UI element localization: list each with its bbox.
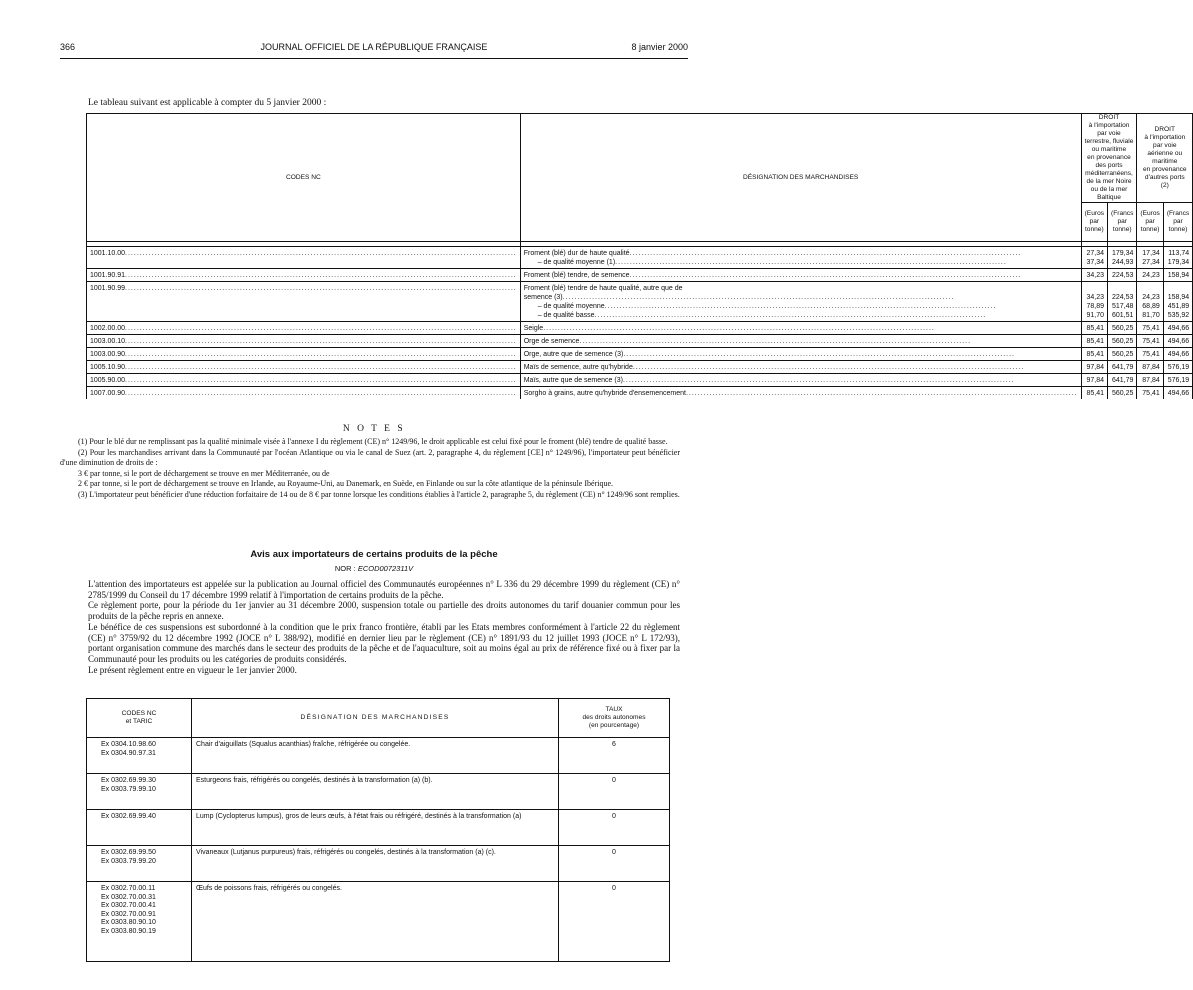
nc-code: 1001.90.99 ..... bbox=[90, 284, 517, 293]
duty-value: 560,25 bbox=[1111, 338, 1134, 345]
col-unit-euros-1: (Euros par tonne) bbox=[1081, 203, 1107, 242]
duty-value: 576,19 bbox=[1167, 364, 1190, 371]
table-row bbox=[87, 774, 670, 810]
duty-value: 244,93 bbox=[1111, 259, 1134, 266]
publication-date: 8 janvier 2000 bbox=[631, 42, 688, 52]
note-1: (1) Pour le blé dur ne remplissant pas la qualité minimale visée à l'annexe I du règlement (CE) n° 1249/96, le droit applicable est celui fixé pour le froment (blé) tendre de qualité basse. bbox=[78, 437, 668, 446]
fishery-products-table bbox=[86, 698, 670, 962]
col-unit-francs-2: (Francs par tonne) bbox=[1163, 203, 1192, 242]
col-designation-fish: DÉSIGNATION DES MARCHANDISES bbox=[192, 699, 559, 738]
nc-code: 1001.10.00 ..... bbox=[90, 249, 517, 258]
duty-value: 576,19 bbox=[1167, 377, 1190, 384]
col-codes-taric: CODES NC et TARIC bbox=[87, 699, 192, 738]
duty-value: 179,34 bbox=[1167, 259, 1190, 266]
duty-value: 641,79 bbox=[1111, 364, 1134, 371]
taux-value: 0 bbox=[559, 846, 670, 882]
duty-value: 560,25 bbox=[1111, 351, 1134, 358]
duty-value: 68,89 bbox=[1142, 303, 1160, 310]
duty-value: 494,66 bbox=[1167, 390, 1190, 397]
duty-value: 27,34 bbox=[1086, 250, 1105, 257]
taux-value: 0 bbox=[559, 774, 670, 810]
duty-value: 85,41 bbox=[1086, 325, 1105, 332]
note-3: (3) L'importateur peut bénéficier d'une réduction forfaitaire de 14 ou de 8 € par tonne lorsque les conditions établies à l'article 2, paragraphe 5, du règlement (CE) n° 1249/96 sont remplies. bbox=[78, 489, 680, 499]
duty-value: 75,41 bbox=[1142, 351, 1160, 358]
avis-paragraph-4: Le présent règlement entre en vigueur le 1er janvier 2000. bbox=[88, 664, 297, 675]
duty-value: 451,89 bbox=[1167, 303, 1190, 310]
nc-code: 1005.90.00 ..... bbox=[90, 376, 517, 385]
duty-value: 179,34 bbox=[1111, 250, 1134, 257]
cereal-duty-table bbox=[86, 113, 1193, 399]
duty-value: 517,48 bbox=[1111, 303, 1134, 310]
designation-text: Froment (blé) tendre, de semence ..... bbox=[524, 271, 1078, 280]
taric-codes: Ex 0302.69.99.50 Ex 0303.79.99.20 bbox=[87, 846, 192, 882]
notes-section bbox=[60, 437, 680, 500]
duty-value: 34,23 bbox=[1086, 294, 1105, 301]
page-number: 366 bbox=[60, 42, 76, 52]
duty-value: 601,51 bbox=[1111, 312, 1134, 319]
designation-text: – de qualité basse ..... bbox=[524, 311, 1078, 320]
duty-value: 113,74 bbox=[1168, 250, 1190, 257]
avis-paragraph-1: L'attention des importateurs est appelée sur la publication au Journal officiel des Communautés européennes n° L 336 du 29 décembre 1999 du règlement (CE) n° 2785/1999 du Conseil du 17 décembre 1999 relatif à l'importation de certains produits de la pêche. bbox=[88, 579, 680, 600]
col-taux: TAUX des droits autonomes (en pourcentage) bbox=[559, 699, 670, 738]
note-2a: 3 € par tonne, si le port de déchargement se trouve en mer Méditerranée, ou de bbox=[78, 468, 330, 478]
duty-value: 87,84 bbox=[1142, 377, 1160, 384]
nor-code: ECOD0072311V bbox=[357, 564, 414, 573]
page-header bbox=[0, 42, 748, 56]
designation-text: semence (3) ..... bbox=[524, 293, 1078, 302]
duty-value: 85,41 bbox=[1086, 338, 1105, 345]
table-row bbox=[87, 387, 1193, 400]
journal-title: JOURNAL OFFICIEL DE LA RÉPUBLIQUE FRANÇAISE bbox=[260, 42, 488, 52]
duty-value: 75,41 bbox=[1142, 338, 1160, 345]
duty-value: 494,66 bbox=[1167, 351, 1190, 358]
col-group-other-ports: DROIT à l'importation par voie aérienne ou maritime en provenance d'autres ports (2) bbox=[1137, 114, 1193, 203]
taric-codes: Ex 0302.70.00.11 Ex 0302.70.00.31 Ex 0302.70.00.41 Ex 0302.70.00.91 Ex 0303.80.90.10 Ex 0303.80.90.19 bbox=[87, 882, 192, 962]
avis-paragraph-3: Le bénéfice de ces suspensions est subordonné à la condition que le prix franco frontière, établi par les Etats membres conformément à l'article 22 du règlement (CE) n° 3759/92 du 12 décembre 1992 (JOCE n° L 388/92), modifié en dernier lieu par le règlement (CE) n° 1891/93 du 12 juillet 1993 (JOCE n° L 172/93), portant organisation commune des marchés dans le secteur des produits de la pêche et de l'aquaculture, soit au moins égal au prix de référence fixé ou à fixer par la Communauté pour les produits ou les catégories de produits considérés. bbox=[88, 621, 680, 664]
duty-value: 75,41 bbox=[1142, 325, 1160, 332]
taric-codes: Ex 0304.10.98.60 Ex 0304.90.97.31 bbox=[87, 738, 192, 774]
col-unit-euros-2: (Euros par tonne) bbox=[1137, 203, 1163, 242]
duty-value: 97,84 bbox=[1086, 364, 1105, 371]
table-row bbox=[87, 738, 670, 774]
table-row bbox=[87, 269, 1193, 282]
cereal-duty-rows bbox=[87, 242, 1193, 400]
duty-value: 158,94 bbox=[1167, 294, 1190, 301]
fish-designation: Lump (Cyclopterus lumpus), gros de leurs œufs, à l'état frais ou réfrigéré, destinés à la transformation (a) bbox=[192, 810, 559, 846]
duty-value: 87,84 bbox=[1142, 364, 1160, 371]
duty-value: 560,25 bbox=[1111, 390, 1134, 397]
duty-value: 97,84 bbox=[1086, 377, 1105, 384]
duty-value: 78,89 bbox=[1086, 303, 1105, 310]
fish-designation: Esturgeons frais, réfrigérés ou congelés, destinés à la transformation (a) (b). bbox=[192, 774, 559, 810]
duty-value: 24,23 bbox=[1142, 294, 1160, 301]
taux-value: 0 bbox=[559, 810, 670, 846]
table-row bbox=[87, 348, 1193, 361]
fish-designation: Chair d'aiguillats (Squalus acanthias) fraîche, réfrigérée ou congelée. bbox=[192, 738, 559, 774]
col-codes-nc: CODES NC bbox=[87, 114, 521, 242]
duty-value: 34,23 bbox=[1086, 272, 1105, 279]
duty-value: 85,41 bbox=[1086, 390, 1105, 397]
duty-value: 24,23 bbox=[1142, 272, 1160, 279]
table-row bbox=[87, 882, 670, 962]
fish-designation: Vivaneaux (Lutjanus purpureus) frais, réfrigérés ou congelés, destinés à la transformation (a) (c). bbox=[192, 846, 559, 882]
table-row bbox=[87, 322, 1193, 335]
duty-value: 158,94 bbox=[1167, 272, 1190, 279]
nc-code: 1003.00.10 ..... bbox=[90, 337, 517, 346]
designation-text: Sorgho à grains, autre qu'hybride d'ensemencement ..... bbox=[524, 389, 1078, 398]
duty-value: 91,70 bbox=[1086, 312, 1105, 319]
designation-text: – de qualité moyenne (1) ..... bbox=[524, 258, 1078, 267]
nc-code: 1001.90.91 ..... bbox=[90, 271, 517, 280]
notes-title: N O T E S bbox=[342, 424, 406, 434]
duty-value: 494,66 bbox=[1167, 338, 1190, 345]
table-row bbox=[87, 374, 1193, 387]
avis-title: Avis aux importateurs de certains produits de la pêche bbox=[250, 549, 498, 560]
duty-value: 560,25 bbox=[1111, 325, 1134, 332]
designation-text: Orge de semence ..... bbox=[524, 337, 1078, 346]
table-intro: Le tableau suivant est applicable à compter du 5 janvier 2000 : bbox=[88, 98, 327, 108]
nc-code: 1003.00.90 ..... bbox=[90, 350, 517, 359]
duty-value: 85,41 bbox=[1086, 351, 1105, 358]
designation-text: Maïs de semence, autre qu'hybride ..... bbox=[524, 363, 1078, 372]
col-unit-francs-1: (Francs par tonne) bbox=[1108, 203, 1137, 242]
avis-paragraph-2: Ce règlement porte, pour la période du 1er janvier au 31 décembre 2000, suspension totale ou partielle des droits autonomes du tarif douanier commun pour les produits de la pêche repris en annexe. bbox=[88, 600, 680, 622]
nc-code: 1007.00.90 ..... bbox=[90, 389, 517, 398]
table-row bbox=[87, 846, 670, 882]
duty-value: 641,79 bbox=[1111, 377, 1134, 384]
table-row bbox=[87, 810, 670, 846]
note-2b: 2 € par tonne, si le port de déchargement se trouve en Irlande, au Royaume-Uni, au Danemark, en Suède, en Finlande ou sur la côte atlantique de la péninsule Ibérique. bbox=[78, 479, 614, 488]
col-designation: DÉSIGNATION DES MARCHANDISES bbox=[520, 114, 1081, 242]
duty-value: 75,41 bbox=[1142, 390, 1160, 397]
table-row bbox=[87, 361, 1193, 374]
nc-code: 1005.10.90 ..... bbox=[90, 363, 517, 372]
table-row bbox=[87, 282, 1193, 322]
table-row bbox=[87, 335, 1193, 348]
taric-codes: Ex 0302.69.99.30 Ex 0303.79.99.10 bbox=[87, 774, 192, 810]
taric-codes: Ex 0302.69.99.40 bbox=[87, 810, 192, 846]
avis-body bbox=[88, 579, 680, 675]
designation-text: Froment (blé) dur de haute qualité ..... bbox=[524, 249, 1078, 258]
nor-reference: NOR : ECOD0072311V bbox=[334, 564, 414, 573]
table-row bbox=[87, 247, 1193, 269]
fish-designation: Œufs de poissons frais, réfrigérés ou congelés. bbox=[192, 882, 559, 962]
designation-text: Froment (blé) tendre de haute qualité, autre que de bbox=[523, 285, 683, 292]
fishery-rows bbox=[87, 738, 670, 962]
nc-code: 1002.00.00 ..... bbox=[90, 324, 517, 333]
col-group-mediterranean: DROIT à l'importation par voie terrestre, fluviale ou maritime en provenance des ports méditerranéens, de la mer Noire ou de la mer Baltique bbox=[1081, 114, 1137, 203]
duty-value: 224,53 bbox=[1111, 294, 1134, 301]
duty-value: 494,66 bbox=[1167, 325, 1190, 332]
taux-value: 0 bbox=[559, 882, 670, 962]
designation-text: Maïs, autre que de semence (3) ..... bbox=[524, 376, 1078, 385]
duty-value: 224,53 bbox=[1111, 272, 1134, 279]
duty-value: 37,34 bbox=[1086, 259, 1105, 266]
designation-text: Orge, autre que de semence (3) ..... bbox=[524, 350, 1078, 359]
designation-text: Seigle ..... bbox=[524, 324, 1078, 333]
duty-value: 535,92 bbox=[1167, 312, 1190, 319]
note-2: (2) Pour les marchandises arrivant dans la Communauté par l'océan Atlantique ou via le canal de Suez (art. 2, paragraphe 4, du règlement [CE] n° 1249/96), l'importateur peut bénéficier d'une diminution de droits de : bbox=[60, 447, 680, 467]
header-rule bbox=[60, 58, 688, 59]
duty-value: 27,34 bbox=[1142, 259, 1160, 266]
duty-value: 17,34 bbox=[1142, 250, 1160, 257]
taux-value: 6 bbox=[559, 738, 670, 774]
designation-text: – de qualité moyenne ..... bbox=[524, 302, 1078, 311]
duty-value: 81,70 bbox=[1142, 312, 1160, 319]
